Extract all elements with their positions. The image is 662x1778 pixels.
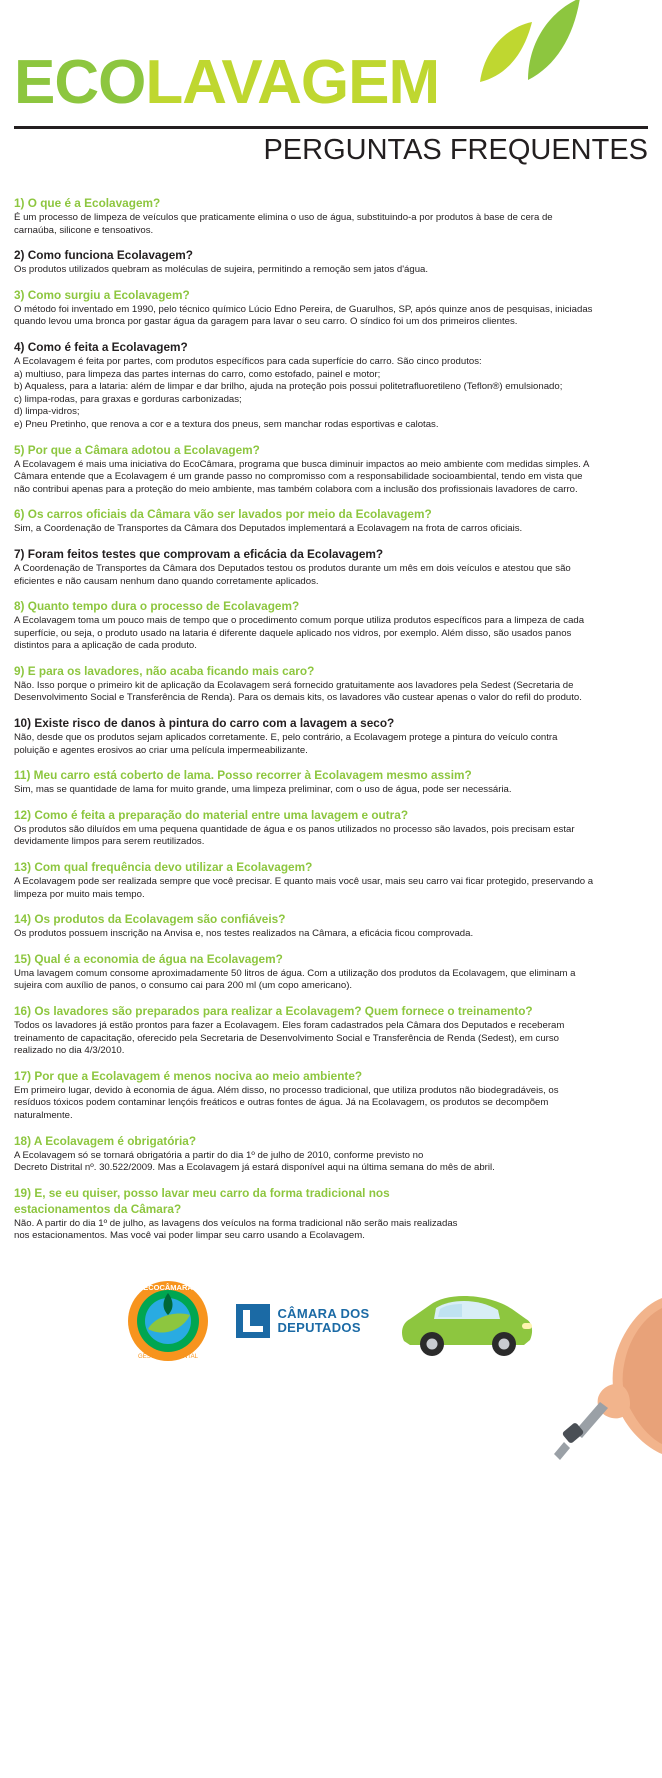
svg-text:ECOCÂMARA: ECOCÂMARA	[143, 1282, 194, 1292]
faq-answer	[14, 968, 648, 993]
faq-question: 19) E, se eu quiser, posso lavar meu carro da forma tradicional nos	[14, 1185, 390, 1200]
faq-answer	[14, 1150, 648, 1175]
faq-question: 5) Por que a Câmara adotou a Ecolavagem?	[14, 442, 260, 457]
faq-answer-line: b) Aqualess, para a lataria: além de limpar e dar brilho, ajuda na proteção pois possui politetrafluoretileno (Teflon®) emulsionado;	[14, 381, 563, 393]
camara-label-line2: DEPUTADOS	[277, 1319, 361, 1335]
faq-question: 9) E para os lavadores, não acaba ficando mais caro?	[14, 663, 315, 678]
page-logo	[14, 48, 440, 117]
faq-answer	[14, 563, 648, 588]
faq-answer	[14, 523, 648, 536]
faq-item	[14, 664, 648, 705]
faq-item	[14, 860, 648, 901]
camara-dos-deputados-logo	[236, 1304, 369, 1338]
faq-answer-line: sujeira com auxílio de panos, o consumo cai para 200 ml (um copo americano).	[14, 980, 353, 992]
faq-item	[14, 716, 648, 757]
faq-item	[14, 808, 648, 849]
faq-answer-line: superfície, ou seja, o produto usado na lataria é diferente daquele aplicado nos vidros, por exemplo. Além disso, são usados panos	[14, 627, 572, 639]
faq-answer-line: devidamente limpos para serem reutilizados.	[14, 836, 205, 848]
faq-answer-line: a) multiuso, para limpeza das partes internas do carro, como estofado, painel e motor;	[14, 368, 381, 380]
faq-answer	[14, 615, 648, 653]
faq-answer-line: e) Pneu Pretinho, que renova a cor e a textura dos pneus, sem manchar rodas esportivas e calotas.	[14, 418, 439, 430]
logo-lavagem-text: LAVAGEM	[145, 48, 440, 117]
faq-answer-line: nos estacionamentos. Mas você vai poder limpar seu carro usando a Ecolavagem.	[14, 1230, 365, 1242]
page-header	[0, 0, 662, 182]
faq-answer	[14, 1218, 648, 1243]
faq-item	[14, 952, 648, 993]
faq-question: 8) Quanto tempo dura o processo de Ecolavagem?	[14, 599, 300, 614]
faq-item	[14, 196, 648, 237]
faq-item	[14, 1069, 648, 1123]
faq-answer	[14, 356, 648, 432]
faq-answer-line: Em primeiro lugar, devido à economia de água. Além disso, no processo tradicional, que utiliza produtos não biodegradáveis, os	[14, 1084, 559, 1096]
faq-answer-line: Uma lavagem comum consome aproximadamente 50 litros de água. Com a utilização dos produtos da Ecolavagem, que eliminam a	[14, 967, 576, 979]
faq-answer	[14, 824, 648, 849]
faq-question: 13) Com qual frequência devo utilizar a Ecolavagem?	[14, 860, 313, 875]
faq-answer-line: realizado no dia 4/3/2010.	[14, 1045, 125, 1057]
faq-answer-line: resíduos tóxicos podem contaminar lençóis freáticos e outras fontes de água. Já na Ecolavagem, os produtos se decompõem	[14, 1097, 549, 1109]
faq-question: 14) Os produtos da Ecolavagem são confiáveis?	[14, 912, 286, 927]
faq-answer	[14, 876, 648, 901]
faq-question: 7) Foram feitos testes que comprovam a eficácia da Ecolavagem?	[14, 546, 384, 561]
faq-question: 17) Por que a Ecolavagem é menos nociva ao meio ambiente?	[14, 1068, 363, 1083]
faq-answer-line: O método foi inventado em 1990, pelo técnico químico Lúcio Edno Pereira, de Guarulhos, SP, após quinze anos de pesquisas, iniciadas	[14, 303, 593, 315]
faq-item	[14, 443, 648, 497]
faq-answer-line: Sim, mas se quantidade de lama for muito grande, uma limpeza preliminar, com o uso de água, pode ser necessária.	[14, 784, 512, 796]
faq-list	[0, 182, 662, 1243]
faq-answer-line: Não. Isso porque o primeiro kit de aplicação da Ecolavagem será fornecido gratuitamente aos lavadores pela Sedest (Secretaria de	[14, 679, 574, 691]
faq-question: 2) Como funciona Ecolavagem?	[14, 248, 193, 263]
faq-question: 18) A Ecolavagem é obrigatória?	[14, 1133, 197, 1148]
page-footer	[0, 1261, 662, 1381]
faq-question: 3) Como surgiu a Ecolavagem?	[14, 287, 190, 302]
faq-answer-line: treinamento de capacitação, oferecido pela Secretaria de Desenvolvimento Social e Transferência de Renda (Sedest), em curso	[14, 1032, 560, 1044]
faq-answer-line: quando levou uma bronca por gastar água da garagem para lavar o seu carro. O síndico foi um dos primeiros clientes.	[14, 316, 518, 328]
camara-label-line1: CÂMARA DOS	[277, 1305, 370, 1321]
faq-item	[14, 547, 648, 588]
faq-answer	[14, 264, 648, 277]
faq-answer-line: limpeza por muito mais tempo.	[14, 888, 145, 900]
faq-answer-line: A Ecolavagem só se tornará obrigatória a partir do dia 1º de julho de 2010, conforme previsto no	[14, 1149, 424, 1161]
faq-answer-line: Sim, a Coordenação de Transportes da Câmara dos Deputados implementará a Ecolavagem na frota de carros oficiais.	[14, 523, 523, 535]
faq-answer-line: É um processo de limpeza de veículos que praticamente elimina o uso de água, substituindo-a por produtos à base de cera de	[14, 212, 553, 223]
green-car-icon	[396, 1283, 536, 1359]
faq-answer-line: poluição e agentes erosivos ao criar uma película impermeabilizante.	[14, 744, 308, 756]
faq-question: 4) Como é feita a Ecolavagem?	[14, 339, 188, 354]
faq-question: 10) Existe risco de danos à pintura do carro com a lavagem a seco?	[14, 716, 395, 731]
faq-answer-line: naturalmente.	[14, 1109, 73, 1121]
faq-item	[14, 1004, 648, 1058]
faq-question-continuation: estacionamentos da Câmara?	[14, 1201, 182, 1216]
faq-item	[14, 340, 648, 432]
faq-item	[14, 288, 648, 329]
leaves-icon	[470, 0, 590, 84]
faq-answer-line: Câmara entende que a Ecolavagem é um grande passo no compromisso com a responsabilidade socioambiental, tendo em vista que	[14, 471, 583, 483]
ecocamara-seal-icon	[126, 1279, 210, 1363]
faq-answer-line: Os produtos utilizados quebram as moléculas de sujeira, permitindo a remoção sem jatos d'água.	[14, 264, 429, 276]
faq-answer-line: A Ecolavagem pode ser realizada sempre que você precisar. E quanto mais você usar, mais seu carro vai ficar protegido, preservando a	[14, 876, 594, 888]
faq-item	[14, 507, 648, 536]
faq-item	[14, 912, 648, 941]
faq-question: 1) O que é a Ecolavagem?	[14, 196, 161, 210]
faq-answer-line: A Ecolavagem toma um pouco mais de tempo que o procedimento comum porque utiliza produtos específicos para a limpeza de cada	[14, 615, 585, 627]
faq-answer-line: A Coordenação de Transportes da Câmara dos Deputados testou os produtos durante um mês em dois veículos e atestou que são	[14, 562, 571, 574]
faq-item	[14, 248, 648, 277]
faq-item	[14, 599, 648, 653]
faq-answer-line: d) limpa-vidros;	[14, 406, 80, 418]
faq-answer-line: Desenvolvimento Social e Transferência de Renda). Para os demais kits, os lavadores vão custear apenas o valor do refil do produto.	[14, 692, 582, 704]
faq-question: 15) Qual é a economia de água na Ecolavagem?	[14, 951, 283, 966]
faq-answer-line: eficientes e não causam nenhum dano quando corretamente aplicados.	[14, 575, 319, 587]
faq-answer	[14, 1020, 648, 1058]
faq-question: 16) Os lavadores são preparados para realizar a Ecolavagem? Quem fornece o treinamento?	[14, 1004, 533, 1018]
faq-item	[14, 1134, 648, 1175]
faq-question: 12) Como é feita a preparação do material entre uma lavagem e outra?	[14, 807, 409, 822]
faq-answer-line: Os produtos possuem inscrição na Anvisa e, nos testes realizados na Câmara, a eficácia ficou comprovada.	[14, 928, 474, 940]
faq-answer-line: A Ecolavagem é mais uma iniciativa do EcoCâmara, programa que busca diminuir impactos ao meio ambiente com medidas simples. A	[14, 458, 590, 470]
faq-answer	[14, 1085, 648, 1123]
page-subtitle: PERGUNTAS FREQUENTES	[263, 134, 648, 166]
faq-answer-line: c) limpa-rodas, para graxas e gorduras carbonizadas;	[14, 393, 242, 405]
faq-answer	[14, 459, 648, 497]
faq-item	[14, 1186, 648, 1243]
logo-eco-text: ECO	[14, 48, 146, 117]
faq-answer-line: Não. A partir do dia 1º de julho, as lavagens dos veículos na forma tradicional não serão mais realizadas	[14, 1217, 458, 1229]
camara-dos-deputados-logo-icon	[236, 1304, 270, 1338]
faq-question: 6) Os carros oficiais da Câmara vão ser lavados por meio da Ecolavagem?	[14, 507, 432, 522]
faq-answer	[14, 212, 648, 237]
faq-answer-line: carnaúba, silicone e tensoativos.	[14, 224, 154, 236]
svg-text:GESTÃO AMBIENTAL: GESTÃO AMBIENTAL	[138, 1353, 199, 1360]
camara-dos-deputados-label	[277, 1307, 369, 1335]
faq-question: 11) Meu carro está coberto de lama. Posso recorrer à Ecolavagem mesmo assim?	[14, 768, 472, 783]
faq-answer-line: Não, desde que os produtos sejam aplicados corretamente. E, pelo contrário, a Ecolavagem protege a pintura do veículo contra	[14, 732, 558, 744]
header-divider	[14, 126, 648, 129]
faq-answer	[14, 784, 648, 797]
faq-answer	[14, 928, 648, 941]
faq-answer-line: distintos para a aplicação de cada produto.	[14, 640, 197, 652]
faq-answer-line: Todos os lavadores já estão prontos para fazer a Ecolavagem. Eles foram cadastrados pela Câmara dos Deputados e receberam	[14, 1020, 565, 1031]
faq-answer-line: não contribui apenas para a proteção do meio ambiente, mas também colabora com a inclusão dos profissionais lavadores de carro.	[14, 483, 578, 495]
faq-answer-line: Decreto Distrital nº. 30.522/2009. Mas a Ecolavagem já estará disponível aqui na última semana do mês de abril.	[14, 1162, 495, 1174]
faq-answer-line: Os produtos são diluídos em uma pequena quantidade de água e os panos utilizados no processo são lavados, pois precisam estar	[14, 823, 575, 835]
faq-answer	[14, 732, 648, 757]
faq-answer	[14, 304, 648, 329]
faq-item	[14, 768, 648, 797]
faq-answer	[14, 680, 648, 705]
faq-answer-line: A Ecolavagem é feita por partes, com produtos específicos para cada superfície do carro. São cinco produtos:	[14, 355, 482, 367]
